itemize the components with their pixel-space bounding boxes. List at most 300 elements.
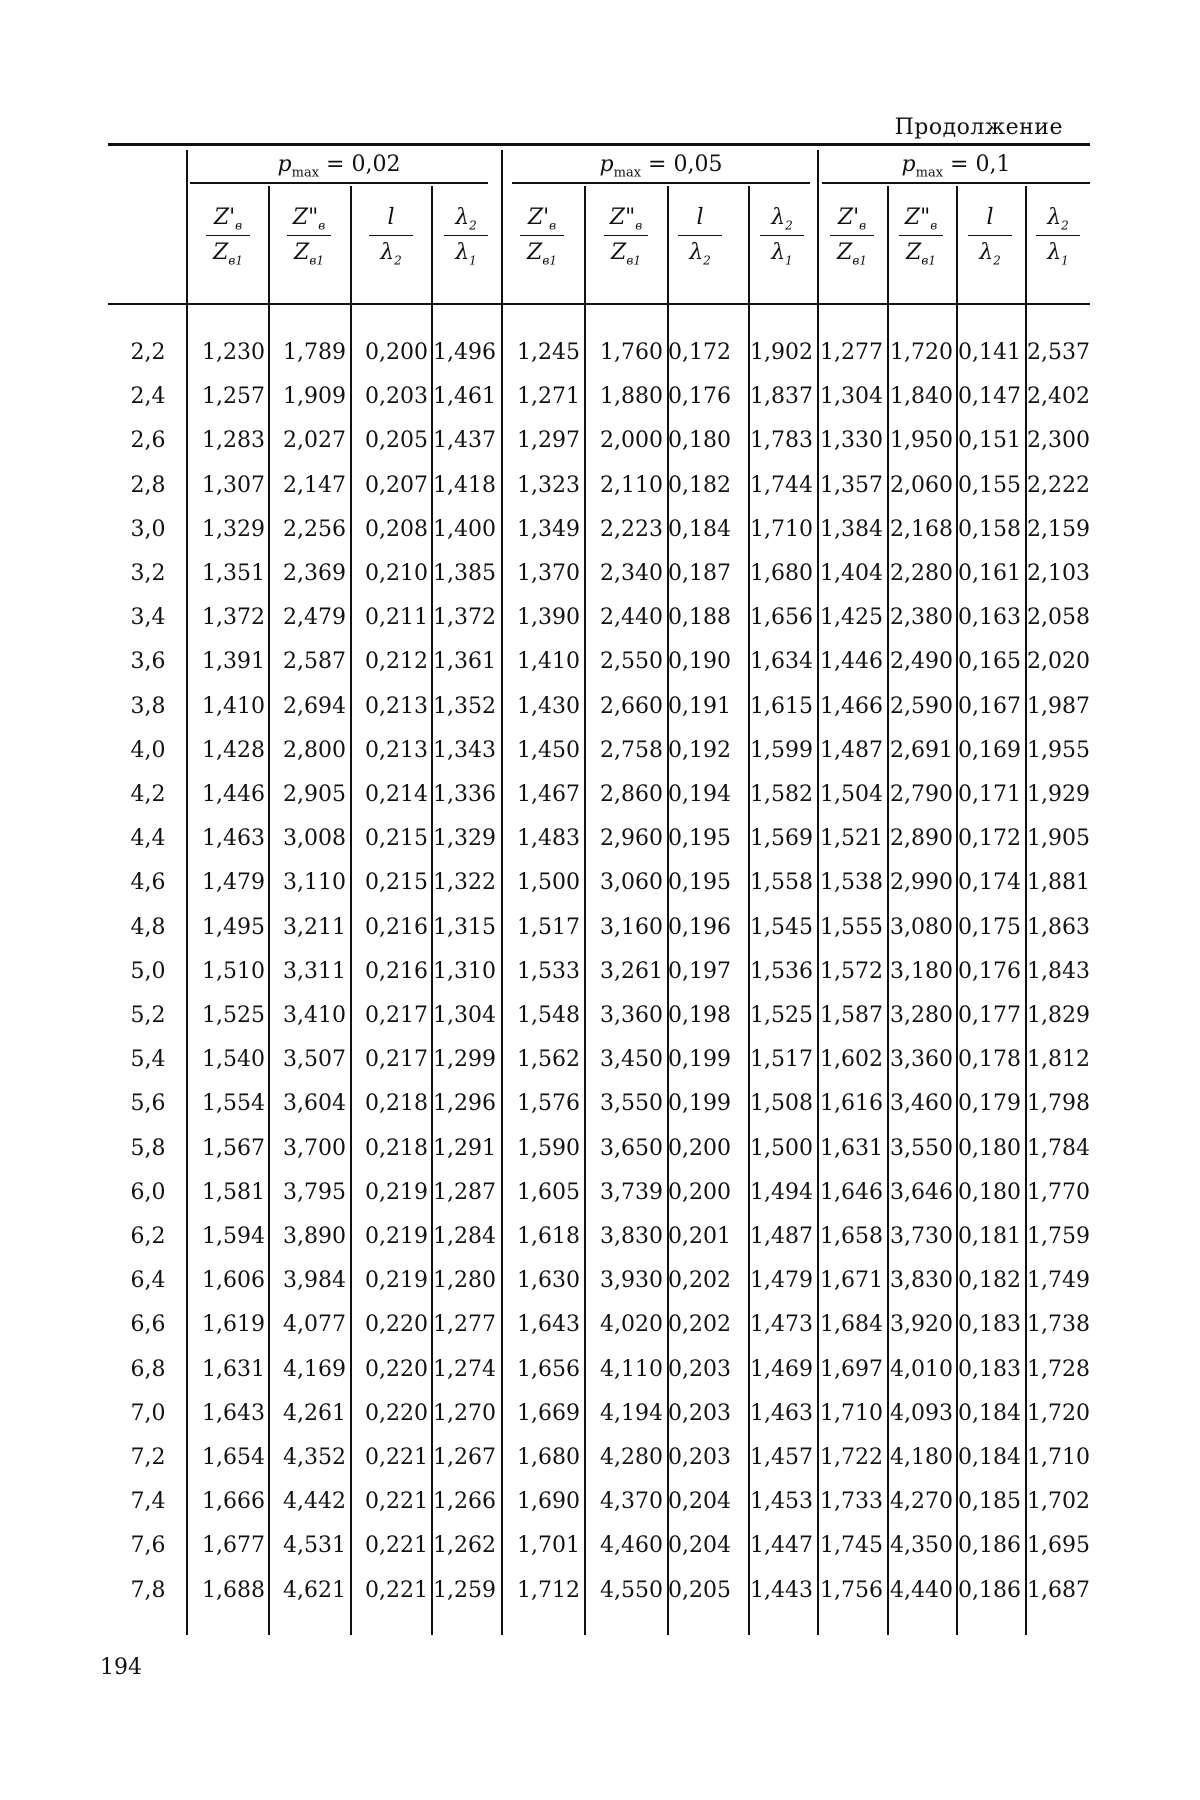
table-cell: 1,950	[890, 428, 953, 453]
table-cell: 1,259	[433, 1578, 496, 1603]
table-cell: 0,204	[668, 1533, 731, 1558]
table-cell: 0,220	[365, 1357, 428, 1382]
table-cell: 0,184	[958, 1401, 1021, 1426]
table-cell: 1,733	[820, 1489, 883, 1514]
table-cell: 2,860	[600, 782, 663, 807]
table-cell: 2,222	[1027, 473, 1090, 498]
table-cell: 0,212	[365, 649, 428, 674]
numerator-symbol: Z"	[609, 205, 636, 230]
table-cell: 1,496	[433, 340, 496, 365]
denominator-sub: в1	[852, 253, 867, 268]
table-cell: 1,404	[820, 561, 883, 586]
table-cell: 3,700	[283, 1136, 346, 1161]
table-cell: 1,430	[517, 694, 580, 719]
table-cell: 1,576	[517, 1091, 580, 1116]
table-cell: 1,323	[517, 473, 580, 498]
denominator-symbol: Z	[213, 240, 229, 266]
fraction-denominator	[351, 238, 431, 268]
fraction-numerator	[586, 203, 666, 233]
table-cell: 0,203	[668, 1357, 731, 1382]
table-cell: 1,391	[202, 649, 265, 674]
fraction-header	[188, 203, 268, 268]
table-cell: 3,890	[283, 1224, 346, 1249]
table-cell: 1,558	[750, 870, 813, 895]
table-cell: 1,277	[433, 1312, 496, 1337]
table-cell: 0,161	[958, 561, 1021, 586]
table-cell: 3,650	[600, 1136, 663, 1161]
fraction-numerator	[269, 203, 349, 233]
table-cell: 1,463	[202, 826, 265, 851]
table-cell: 1,310	[433, 959, 496, 984]
row-n-value: 7,6	[130, 1533, 166, 1558]
table-cell: 1,469	[750, 1357, 813, 1382]
table-cell: 0,199	[668, 1091, 731, 1116]
table-cell: 1,562	[517, 1047, 580, 1072]
numerator-symbol: l	[986, 205, 994, 230]
fraction-bar	[899, 235, 943, 236]
table-cell: 0,219	[365, 1180, 428, 1205]
fraction-header	[742, 203, 822, 268]
table-cell: 1,521	[820, 826, 883, 851]
fraction-numerator	[1018, 203, 1098, 233]
table-cell: 1,605	[517, 1180, 580, 1205]
table-cell: 1,728	[1027, 1357, 1090, 1382]
table-cell: 1,466	[820, 694, 883, 719]
fraction-bar	[1036, 235, 1080, 236]
table-cell: 1,494	[750, 1180, 813, 1205]
table-cell: 0,165	[958, 649, 1021, 674]
table-cell: 1,909	[283, 384, 346, 409]
table-cell: 1,738	[1027, 1312, 1090, 1337]
table-cell: 0,176	[958, 959, 1021, 984]
table-cell: 3,060	[600, 870, 663, 895]
denominator-symbol: Z	[527, 240, 543, 266]
table-cell: 1,881	[1027, 870, 1090, 895]
table-cell: 1,418	[433, 473, 496, 498]
table-cell: 1,710	[820, 1401, 883, 1426]
table-cell: 1,594	[202, 1224, 265, 1249]
table-cell: 1,270	[433, 1401, 496, 1426]
numerator-sub: в	[235, 218, 243, 233]
fraction-bar	[206, 235, 250, 236]
table-cell: 0,172	[668, 340, 731, 365]
table-cell: 1,357	[820, 473, 883, 498]
table-cell: 0,188	[668, 605, 731, 630]
table-cell: 2,000	[600, 428, 663, 453]
table-cell: 0,195	[668, 826, 731, 851]
column-rule	[501, 150, 503, 1635]
table-cell: 1,671	[820, 1268, 883, 1293]
denominator-symbol: λ	[455, 240, 470, 266]
table-cell: 1,684	[820, 1312, 883, 1337]
denominator-sub: 1	[1061, 253, 1069, 268]
table-cell: 1,837	[750, 384, 813, 409]
table-cell: 1,372	[433, 605, 496, 630]
fraction-denominator	[742, 238, 822, 268]
table-cell: 2,168	[890, 517, 953, 542]
table-cell: 2,550	[600, 649, 663, 674]
table-cell: 1,798	[1027, 1091, 1090, 1116]
table-cell: 1,722	[820, 1445, 883, 1470]
fraction-denominator	[1018, 238, 1098, 268]
table-cell: 0,221	[365, 1445, 428, 1470]
table-cell: 1,697	[820, 1357, 883, 1382]
row-n-value: 3,0	[130, 517, 166, 542]
table-cell: 0,215	[365, 826, 428, 851]
table-cell: 1,461	[433, 384, 496, 409]
fraction-bar	[760, 235, 804, 236]
table-cell: 0,180	[668, 428, 731, 453]
table-cell: 1,606	[202, 1268, 265, 1293]
table-cell: 1,385	[433, 561, 496, 586]
numerator-symbol: l	[696, 205, 704, 230]
table-cell: 1,336	[433, 782, 496, 807]
fraction-denominator	[502, 238, 582, 268]
table-cell: 1,643	[202, 1401, 265, 1426]
table-cell: 1,280	[433, 1268, 496, 1293]
table-cell: 2,369	[283, 561, 346, 586]
table-cell: 0,185	[958, 1489, 1021, 1514]
table-cell: 1,425	[820, 605, 883, 630]
numerator-symbol: l	[387, 205, 395, 230]
table-cell: 1,658	[820, 1224, 883, 1249]
numerator-symbol: Z"	[904, 205, 931, 230]
table-cell: 1,447	[750, 1533, 813, 1558]
row-n-value: 2,2	[130, 340, 166, 365]
table-cell: 2,800	[283, 738, 346, 763]
table-cell: 1,619	[202, 1312, 265, 1337]
fraction-denominator	[269, 238, 349, 268]
table-cell: 1,656	[750, 605, 813, 630]
table-cell: 1,540	[202, 1047, 265, 1072]
table-cell: 4,550	[600, 1578, 663, 1603]
table-cell: 1,299	[433, 1047, 496, 1072]
table-cell: 1,296	[433, 1091, 496, 1116]
table-cell: 0,180	[958, 1136, 1021, 1161]
table-cell: 0,211	[365, 605, 428, 630]
table-cell: 0,192	[668, 738, 731, 763]
table-cell: 1,266	[433, 1489, 496, 1514]
fraction-bar	[444, 235, 488, 236]
table-cell: 1,283	[202, 428, 265, 453]
table-cell: 1,463	[750, 1401, 813, 1426]
fraction-bar	[678, 235, 722, 236]
denominator-symbol: λ	[1047, 240, 1062, 266]
denominator-symbol: λ	[979, 240, 994, 266]
table-cell: 4,020	[600, 1312, 663, 1337]
fraction-bar	[830, 235, 874, 236]
table-cell: 4,194	[600, 1401, 663, 1426]
table-cell: 3,550	[600, 1091, 663, 1116]
table-cell: 1,304	[820, 384, 883, 409]
table-cell: 1,370	[517, 561, 580, 586]
fraction-header	[586, 203, 666, 268]
table-cell: 1,587	[820, 1003, 883, 1028]
fraction-header	[881, 203, 961, 268]
table-cell: 1,495	[202, 915, 265, 940]
table-cell: 4,280	[600, 1445, 663, 1470]
table-cell: 0,213	[365, 694, 428, 719]
numerator-sub: в	[549, 218, 557, 233]
table-cell: 0,163	[958, 605, 1021, 630]
table-cell: 3,930	[600, 1268, 663, 1293]
table-cell: 3,410	[283, 1003, 346, 1028]
table-cell: 0,167	[958, 694, 1021, 719]
table-cell: 1,783	[750, 428, 813, 453]
table-cell: 1,446	[820, 649, 883, 674]
table-cell: 0,183	[958, 1312, 1021, 1337]
table-cell: 1,789	[283, 340, 346, 365]
denominator-symbol: Z	[611, 240, 627, 266]
table-cell: 3,261	[600, 959, 663, 984]
table-cell: 1,410	[202, 694, 265, 719]
table-cell: 0,213	[365, 738, 428, 763]
table-cell: 1,329	[433, 826, 496, 851]
fraction-header	[502, 203, 582, 268]
table-cell: 1,987	[1027, 694, 1090, 719]
table-cell: 0,219	[365, 1268, 428, 1293]
table-cell: 1,701	[517, 1533, 580, 1558]
table-cell: 2,905	[283, 782, 346, 807]
top-rule	[108, 143, 1090, 146]
table-cell: 1,654	[202, 1445, 265, 1470]
row-n-value: 6,0	[130, 1180, 166, 1205]
numerator-symbol: λ	[771, 205, 786, 230]
table-cell: 1,467	[517, 782, 580, 807]
table-cell: 3,739	[600, 1180, 663, 1205]
table-cell: 1,384	[820, 517, 883, 542]
table-cell: 2,694	[283, 694, 346, 719]
row-n-value: 6,6	[130, 1312, 166, 1337]
table-cell: 2,147	[283, 473, 346, 498]
row-n-value: 7,2	[130, 1445, 166, 1470]
table-cell: 2,479	[283, 605, 346, 630]
table-cell: 1,863	[1027, 915, 1090, 940]
table-cell: 0,200	[365, 340, 428, 365]
table-cell: 3,830	[890, 1268, 953, 1293]
table-cell: 1,602	[820, 1047, 883, 1072]
table-cell: 0,202	[668, 1312, 731, 1337]
table-cell: 1,307	[202, 473, 265, 498]
row-n-value: 6,8	[130, 1357, 166, 1382]
table-cell: 4,460	[600, 1533, 663, 1558]
table-cell: 0,175	[958, 915, 1021, 940]
table-cell: 1,567	[202, 1136, 265, 1161]
fraction-denominator	[586, 238, 666, 268]
table-cell: 0,214	[365, 782, 428, 807]
fraction-header	[1018, 203, 1098, 268]
table-cell: 1,554	[202, 1091, 265, 1116]
table-cell: 1,329	[202, 517, 265, 542]
table-cell: 1,230	[202, 340, 265, 365]
table-cell: 1,322	[433, 870, 496, 895]
numerator-sub: 2	[469, 218, 477, 233]
table-cell: 4,440	[890, 1578, 953, 1603]
table-cell: 1,517	[750, 1047, 813, 1072]
table-cell: 1,631	[202, 1357, 265, 1382]
table-cell: 1,525	[202, 1003, 265, 1028]
table-cell: 1,453	[750, 1489, 813, 1514]
table-cell: 0,219	[365, 1224, 428, 1249]
table-cell: 1,349	[517, 517, 580, 542]
table-cell: 0,184	[958, 1445, 1021, 1470]
table-cell: 1,929	[1027, 782, 1090, 807]
table-cell: 1,680	[750, 561, 813, 586]
group-symbol: p	[277, 152, 292, 177]
numerator-sub: в	[859, 218, 867, 233]
table-cell: 3,795	[283, 1180, 346, 1205]
table-cell: 0,203	[668, 1445, 731, 1470]
table-cell: 0,207	[365, 473, 428, 498]
table-cell: 0,198	[668, 1003, 731, 1028]
table-cell: 3,920	[890, 1312, 953, 1337]
table-cell: 1,437	[433, 428, 496, 453]
group-header-2	[512, 152, 810, 180]
table-cell: 1,473	[750, 1312, 813, 1337]
fraction-header	[426, 203, 506, 268]
table-cell: 1,829	[1027, 1003, 1090, 1028]
table-cell: 3,984	[283, 1268, 346, 1293]
group-symbol-sub: max	[613, 165, 642, 181]
fraction-numerator	[188, 203, 268, 233]
table-cell: 1,352	[433, 694, 496, 719]
table-cell: 3,830	[600, 1224, 663, 1249]
table-cell: 1,510	[202, 959, 265, 984]
table-cell: 3,460	[890, 1091, 953, 1116]
numerator-sub: в	[930, 218, 938, 233]
table-cell: 1,744	[750, 473, 813, 498]
row-n-value: 6,2	[130, 1224, 166, 1249]
table-cell: 0,221	[365, 1533, 428, 1558]
table-cell: 3,311	[283, 959, 346, 984]
table-cell: 0,151	[958, 428, 1021, 453]
table-cell: 2,691	[890, 738, 953, 763]
fraction-denominator	[660, 238, 740, 268]
denominator-sub: в1	[228, 253, 243, 268]
table-cell: 3,160	[600, 915, 663, 940]
table-cell: 0,202	[668, 1268, 731, 1293]
table-cell: 1,443	[750, 1578, 813, 1603]
denominator-symbol: Z	[837, 240, 853, 266]
group-symbol: p	[901, 152, 916, 177]
table-cell: 0,217	[365, 1003, 428, 1028]
denominator-sub: 1	[785, 253, 793, 268]
table-cell: 1,646	[820, 1180, 883, 1205]
table-cell: 2,159	[1027, 517, 1090, 542]
table-cell: 1,710	[750, 517, 813, 542]
group-header-3	[822, 152, 1090, 180]
table-cell: 1,618	[517, 1224, 580, 1249]
table-cell: 2,402	[1027, 384, 1090, 409]
table-cell: 0,208	[365, 517, 428, 542]
table-cell: 1,446	[202, 782, 265, 807]
denominator-sub: в1	[921, 253, 936, 268]
table-cell: 4,352	[283, 1445, 346, 1470]
table-cell: 1,517	[517, 915, 580, 940]
table-cell: 1,287	[433, 1180, 496, 1205]
fraction-bar	[287, 235, 331, 236]
table-cell: 0,147	[958, 384, 1021, 409]
table-cell: 1,267	[433, 1445, 496, 1470]
table-cell: 1,487	[820, 738, 883, 763]
denominator-symbol: Z	[294, 240, 310, 266]
row-n-value: 3,6	[130, 649, 166, 674]
row-n-value: 4,4	[130, 826, 166, 851]
table-cell: 1,677	[202, 1533, 265, 1558]
denominator-symbol: λ	[771, 240, 786, 266]
table-cell: 4,621	[283, 1578, 346, 1603]
group-symbol: p	[599, 152, 614, 177]
group-value: = 0,05	[641, 152, 723, 177]
table-cell: 0,183	[958, 1357, 1021, 1382]
table-cell: 0,196	[668, 915, 731, 940]
table-cell: 0,176	[668, 384, 731, 409]
table-cell: 4,370	[600, 1489, 663, 1514]
table-cell: 1,271	[517, 384, 580, 409]
table-cell: 3,180	[890, 959, 953, 984]
numerator-symbol: Z'	[837, 205, 860, 230]
table-cell: 3,360	[890, 1047, 953, 1072]
table-cell: 3,604	[283, 1091, 346, 1116]
fraction-denominator	[881, 238, 961, 268]
numerator-sub: в	[318, 218, 326, 233]
table-cell: 1,634	[750, 649, 813, 674]
table-cell: 1,695	[1027, 1533, 1090, 1558]
table-cell: 2,490	[890, 649, 953, 674]
fraction-numerator	[351, 203, 431, 233]
table-cell: 2,537	[1027, 340, 1090, 365]
row-n-value: 5,0	[130, 959, 166, 984]
table-cell: 3,450	[600, 1047, 663, 1072]
row-n-value: 5,6	[130, 1091, 166, 1116]
table-cell: 0,155	[958, 473, 1021, 498]
table-cell: 1,315	[433, 915, 496, 940]
table-cell: 4,110	[600, 1357, 663, 1382]
table-cell: 0,204	[668, 1489, 731, 1514]
table-cell: 2,790	[890, 782, 953, 807]
table-cell: 3,550	[890, 1136, 953, 1161]
fraction-numerator	[742, 203, 822, 233]
table-cell: 1,720	[890, 340, 953, 365]
denominator-symbol: λ	[689, 240, 704, 266]
table-cell: 3,507	[283, 1047, 346, 1072]
numerator-symbol: Z"	[292, 205, 319, 230]
column-rule	[584, 186, 586, 1635]
table-cell: 2,660	[600, 694, 663, 719]
table-cell: 2,103	[1027, 561, 1090, 586]
table-cell: 0,221	[365, 1489, 428, 1514]
table-cell: 1,688	[202, 1578, 265, 1603]
fraction-header	[660, 203, 740, 268]
table-cell: 1,572	[820, 959, 883, 984]
row-n-value: 7,4	[130, 1489, 166, 1514]
page-number: 194	[100, 1655, 142, 1680]
table-cell: 1,631	[820, 1136, 883, 1161]
table-cell: 1,656	[517, 1357, 580, 1382]
table-cell: 1,784	[1027, 1136, 1090, 1161]
table-cell: 1,257	[202, 384, 265, 409]
row-n-value: 4,0	[130, 738, 166, 763]
table-cell: 3,080	[890, 915, 953, 940]
table-cell: 0,203	[668, 1401, 731, 1426]
table-cell: 1,687	[1027, 1578, 1090, 1603]
row-n-value: 2,4	[130, 384, 166, 409]
table-cell: 1,450	[517, 738, 580, 763]
table-cell: 2,110	[600, 473, 663, 498]
table-cell: 1,680	[517, 1445, 580, 1470]
table-cell: 1,479	[750, 1268, 813, 1293]
group-symbol-sub: max	[915, 165, 944, 181]
